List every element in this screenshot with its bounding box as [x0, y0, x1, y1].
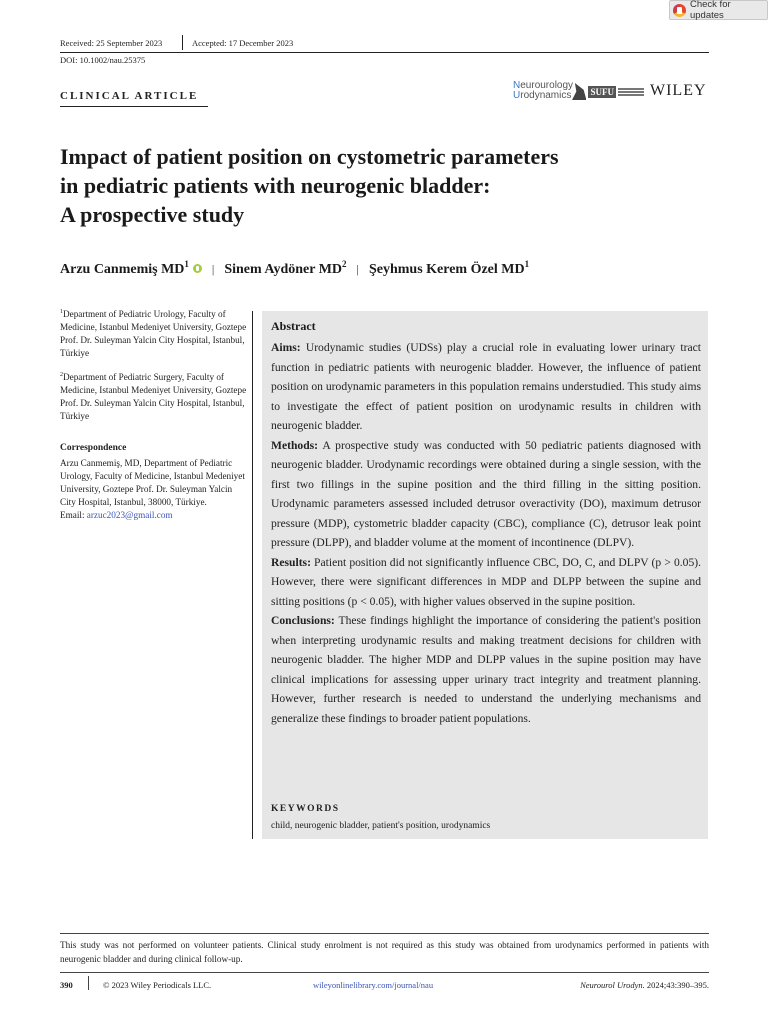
wiley-logo: WILEY: [650, 82, 707, 99]
title-line: Impact of patient position on cystometric parameters: [60, 144, 559, 169]
sufu-logo: [572, 83, 644, 100]
doi: DOI: 10.1002/nau.25375: [60, 55, 146, 65]
received-date: Received: 25 September 2023: [60, 38, 163, 48]
author-name[interactable]: Arzu Canmemiş $MD^1$: [60, 259, 189, 277]
citation: Neurourol Urodyn. 2024;43:390–395.: [580, 980, 709, 990]
abstract-box: [262, 311, 708, 839]
copyright: © 2023 Wiley Periodicals LLC.: [103, 980, 212, 990]
keywords-heading: KEYWORDS: [271, 804, 340, 814]
title-line: A prospective study: [60, 202, 245, 227]
abstract-heading: Abstract: [271, 319, 316, 333]
affiliation: $^2$Department of Pediatric Surgery, Faculty of Medicine, Istanbul Medeniyet University, Goztepe Prof. Dr. Suleyman Yalcin City Hospital, Istanbul, Türkiye: [60, 372, 247, 422]
author-name[interactable]: Şeyhmus Kerem Özel $MD^1$: [368, 259, 530, 277]
abstract-aims: Aims: Urodynamic studies (UDSs) play a crucial role in evaluating lower urinary tract function in pediatric patients with neurogenic bladder. However, the influence of patient position on urodynamic parameters in this population remains understudied. This study aims to investigate the effect of patient position on urodynamic results in children with neurogenic bladder.: [271, 341, 701, 432]
header-divider: [182, 35, 183, 50]
journal-url-link[interactable]: wileyonlinelibrary.com/journal/nau: [313, 980, 434, 990]
orcid-icon[interactable]: [193, 264, 202, 273]
footnote: This study was not performed on volunteer patients. Clinical study enrolment is not required as this study was obtained from urodynamics performed in patients with neurogenic bladder and during clinical follow-up.: [60, 940, 709, 964]
author-separator: |: [356, 262, 359, 276]
correspondence-heading: Correspondence: [60, 443, 127, 453]
abstract-methods: Methods: A prospective study was conducted with 50 pediatric patients diagnosed with neurogenic bladder. Urodynamic recordings were obtained during a single session, with the first two fillings in the supine position and the third filling in the sitting position. Urodynamic parameters assessed included detrusor overactivity (DO), maximum detrusor pressure (MDP), cystometric bladder capacity (CBC), compliance (C), detrusor leak point pressure (DLPP), and bladder volume at the moment of incontinence (DLPV).: [271, 438, 701, 549]
title-line: in pediatric patients with neurogenic bladder:: [60, 173, 491, 198]
sufu-logo-tagline: [618, 88, 644, 96]
header-rule: [60, 52, 709, 53]
abstract-results: Results: Patient position did not significantly influence CBC, DO, C, and DLPV (p > 0.05). However, there were significant differences in MDP and DLPP between the supine and sitting positions (p < 0.05), with higher values observed in the supine position.: [271, 555, 701, 608]
sufu-logo-text: SUFU: [590, 86, 614, 97]
footer-rule: [60, 972, 709, 973]
check-for-updates-button[interactable]: [669, 0, 768, 20]
author-list: [60, 259, 529, 278]
affiliation: $^1$Department of Pediatric Urology, Faculty of Medicine, Istanbul Medeniyet University, Goztepe Prof. Dr. Suleyman Yalcin City Hospital, Istanbul, Türkiye: [60, 309, 247, 359]
page-number: 390: [60, 980, 73, 990]
check-for-updates-label: Check for updates: [689, 0, 731, 21]
neurourology-urodynamics-logo: Neurourology Urodynamics: [513, 80, 574, 101]
article-type: CLINICAL ARTICLE: [60, 90, 199, 102]
author-name[interactable]: Sinem Aydöner $MD^2$: [224, 259, 347, 277]
email-link[interactable]: arzuc2023@gmail.com: [86, 510, 173, 520]
sufu-mark-icon: [572, 83, 586, 100]
author-separator: |: [211, 262, 215, 276]
abstract-conclusions: Conclusions: These findings highlight the importance of considering the patient's position when interpreting urodynamic results and making treatment decisions for children with neurogenic bladder. The higher MDP and DLPP values in the supine position may have clinical implications for assessing upper urinary tract integrity and treatment planning. However, further research is needed to understand the underlying mechanisms and generalize these findings to broader patient populations.: [271, 614, 701, 725]
correspondence-details: Arzu Canmemiş, MD, Department of Pediatric Urology, Faculty of Medicine, Istanbul Medeniyet University, Goztepe Prof. Dr. Suleyman Yalcin City Hospital, Istanbul, 38000, Türkiye. Email: arzuc2023@gmail.com: [60, 458, 245, 520]
footer-divider: [88, 976, 89, 990]
accepted-date: Accepted: 17 December 2023: [192, 38, 294, 48]
footnote-rule: [60, 933, 709, 934]
keywords-list: child, neurogenic bladder, patient's position, urodynamics: [271, 821, 491, 831]
article-title: [60, 142, 700, 229]
column-divider: [252, 311, 253, 839]
article-type-underline: [60, 106, 208, 107]
crossmark-icon: [673, 4, 686, 17]
